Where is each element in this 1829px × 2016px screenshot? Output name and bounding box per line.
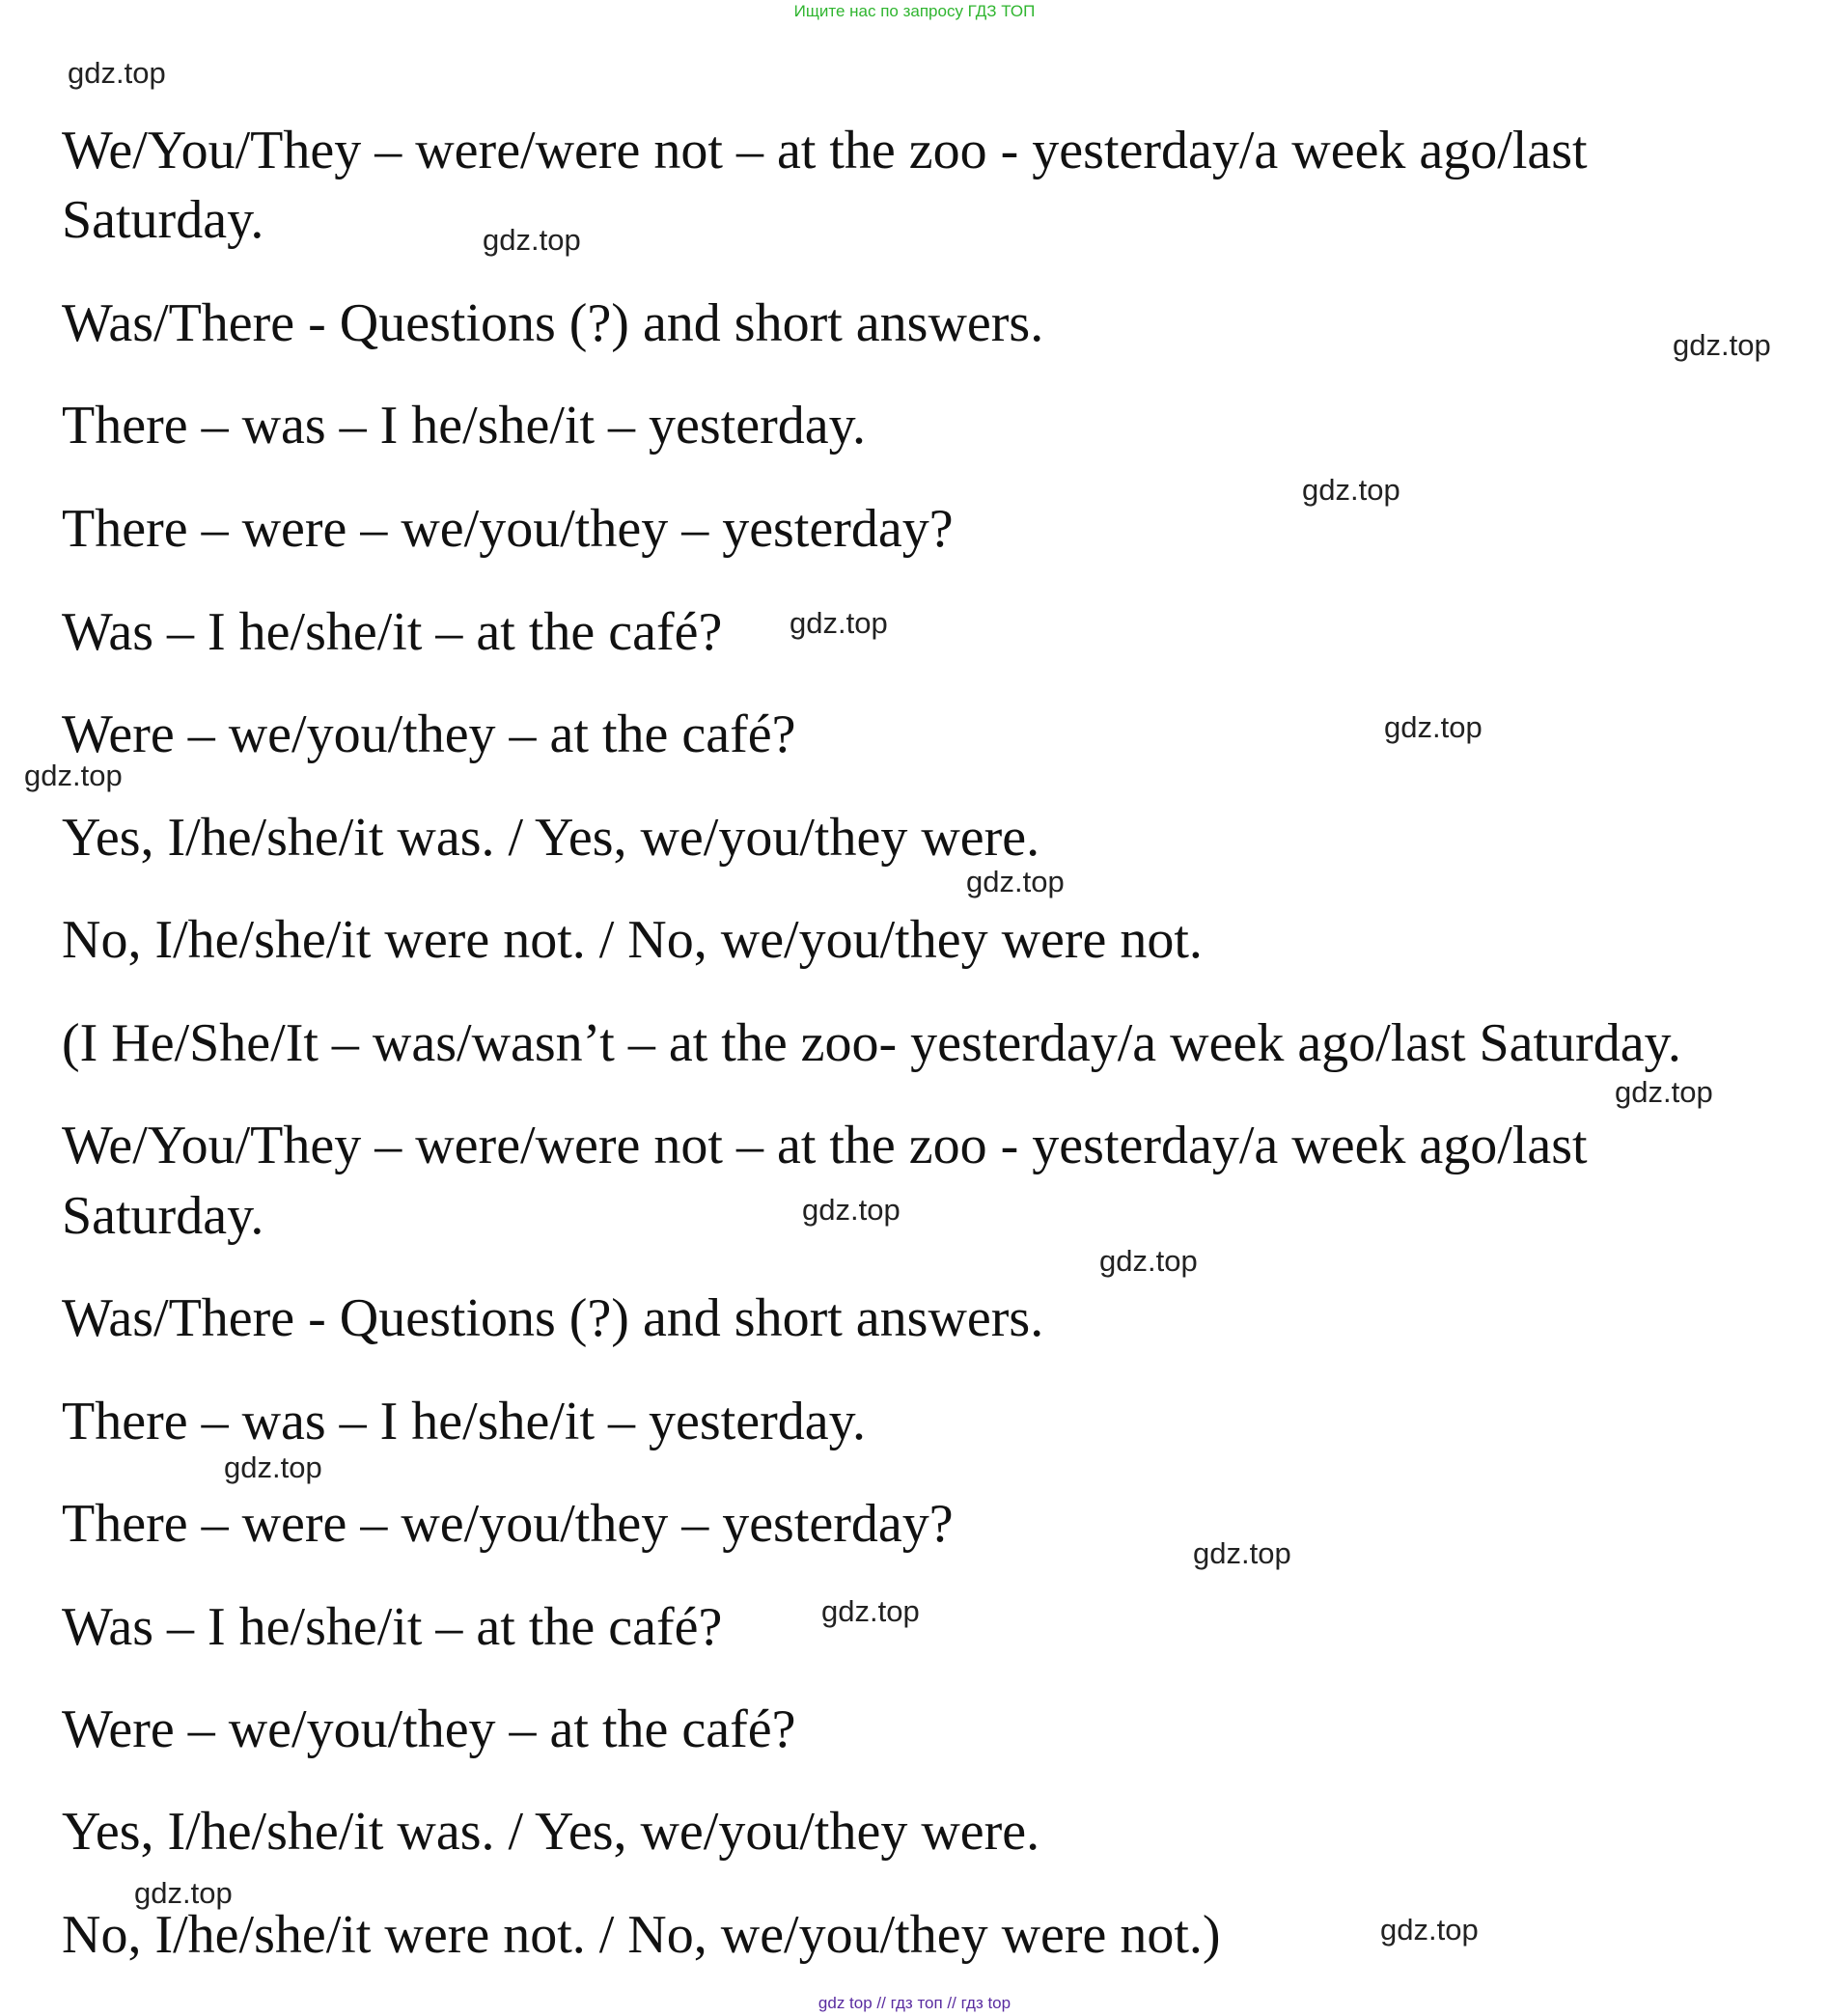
text-line: There – were – we/you/they – yesterday? bbox=[62, 1494, 954, 1554]
watermark: gdz.top bbox=[134, 1876, 233, 1910]
watermark: gdz.top bbox=[24, 759, 123, 792]
text-line: Was/There - Questions (?) and short answers. bbox=[62, 1288, 1044, 1348]
text-line: There – was – I he/she/it – yesterday. bbox=[62, 396, 866, 456]
top-banner[interactable]: Ищите нас по запросу ГДЗ ТОП bbox=[793, 2, 1036, 20]
watermark: gdz.top bbox=[1615, 1075, 1713, 1109]
text-line: Saturday. bbox=[62, 1186, 264, 1246]
text-line: We/You/They – were/were not – at the zoo - yesterday/a week ago/last bbox=[62, 121, 1588, 180]
watermark: gdz.top bbox=[802, 1193, 901, 1227]
watermark: gdz.top bbox=[483, 223, 581, 257]
watermark: gdz.top bbox=[1673, 328, 1771, 362]
text-line: Was/There - Questions (?) and short answers. bbox=[62, 293, 1044, 353]
text-line: We/You/They – were/were not – at the zoo - yesterday/a week ago/last bbox=[62, 1116, 1588, 1175]
watermark: gdz.top bbox=[1302, 473, 1400, 507]
text-line: There – was – I he/she/it – yesterday. bbox=[62, 1392, 866, 1451]
watermark: gdz.top bbox=[1380, 1913, 1479, 1947]
watermark: gdz.top bbox=[68, 56, 166, 90]
watermark: gdz.top bbox=[966, 865, 1065, 898]
text-line: (I He/She/It – was/wasn’t – at the zoo- yesterday/a week ago/last Saturday. bbox=[62, 1013, 1681, 1073]
watermark: gdz.top bbox=[1099, 1244, 1198, 1278]
text-line: Were – we/you/they – at the café? bbox=[62, 1699, 796, 1759]
watermark: gdz.top bbox=[1193, 1536, 1291, 1570]
watermark: gdz.top bbox=[1384, 710, 1483, 744]
text-line: Yes, I/he/she/it was. / Yes, we/you/they were. bbox=[62, 1802, 1040, 1862]
watermark: gdz.top bbox=[224, 1450, 322, 1484]
watermark: gdz.top bbox=[790, 606, 888, 640]
footer-links[interactable]: gdz top // гдз топ // гдз top bbox=[818, 1994, 1011, 2012]
text-line: No, I/he/she/it were not. / No, we/you/they were not. bbox=[62, 910, 1203, 970]
text-line: Were – we/you/they – at the café? bbox=[62, 704, 796, 764]
watermark: gdz.top bbox=[821, 1594, 920, 1628]
text-line: There – were – we/you/they – yesterday? bbox=[62, 499, 954, 559]
text-line: No, I/he/she/it were not. / No, we/you/they were not.) bbox=[62, 1905, 1221, 1965]
text-line: Saturday. bbox=[62, 190, 264, 250]
text-line: Was – I he/she/it – at the café? bbox=[62, 1597, 723, 1657]
text-line: Yes, I/he/she/it was. / Yes, we/you/they were. bbox=[62, 808, 1040, 868]
text-line: Was – I he/she/it – at the café? bbox=[62, 602, 723, 662]
